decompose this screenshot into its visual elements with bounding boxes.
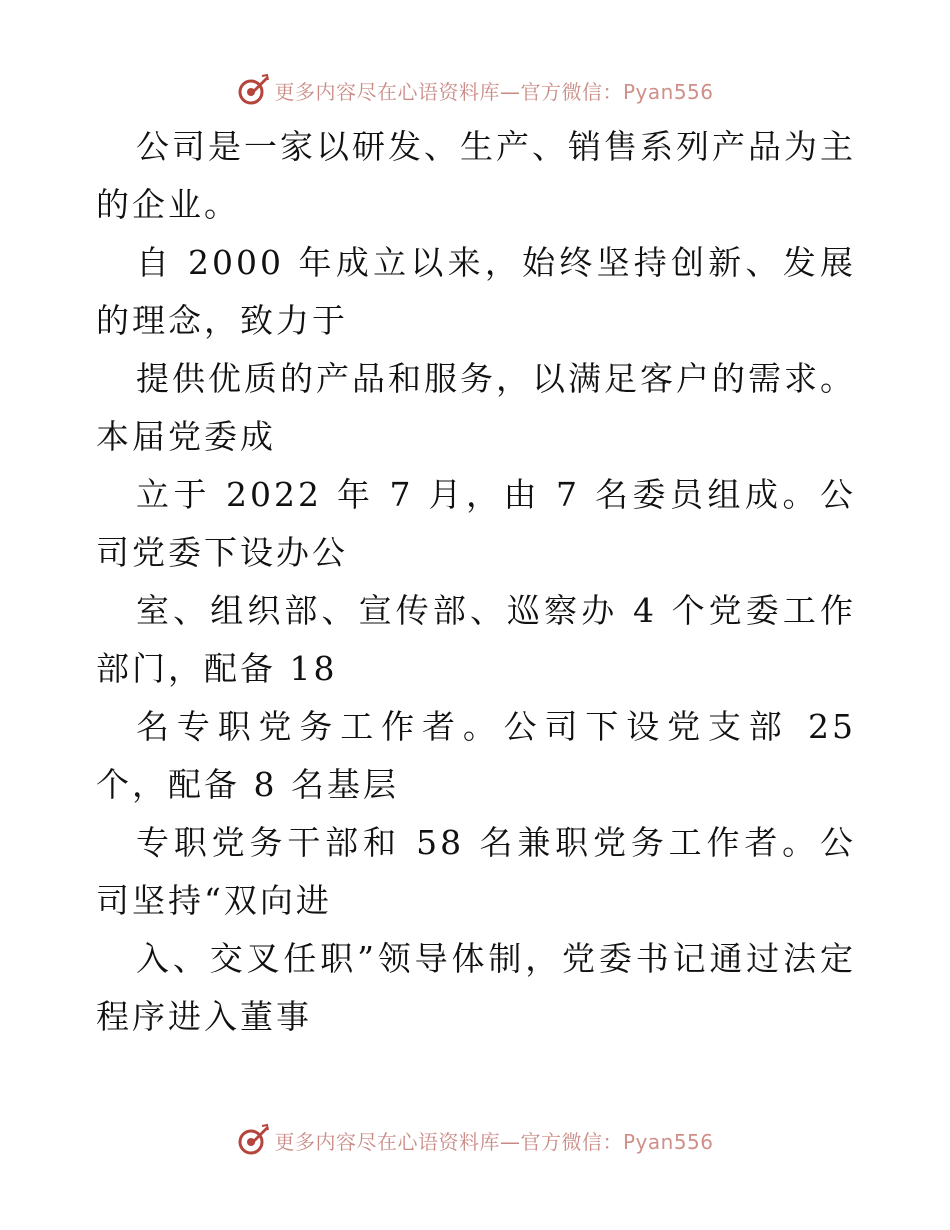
header-wechat-id: Pyan556 bbox=[622, 79, 714, 104]
header-banner-text bbox=[274, 76, 713, 105]
footer-banner-text bbox=[274, 1126, 713, 1155]
paragraph: 名专职党务工作者。公司下设党支部 25 个，配备 8 名基层 bbox=[96, 707, 856, 804]
header-wechat-label: 官方微信： bbox=[520, 79, 623, 104]
paragraph: 室、组织部、宣传部、巡察办 4 个党委工作部门，配备 18 bbox=[96, 591, 856, 688]
paragraph: 提供优质的产品和服务，以满足客户的需求。本届党委成 bbox=[96, 359, 856, 456]
footer-banner-separator: — bbox=[499, 1129, 521, 1154]
pen-logo-icon bbox=[236, 1123, 270, 1157]
header-banner-separator: — bbox=[499, 79, 521, 104]
paragraph: 入、交叉任职”领导体制，党委书记通过法定程序进入董事 bbox=[96, 939, 856, 1036]
header-banner bbox=[0, 70, 950, 110]
footer-wechat-label: 官方微信： bbox=[520, 1129, 623, 1154]
footer-banner-title: 更多内容尽在心语资料库 bbox=[274, 1129, 500, 1154]
paragraph: 专职党务干部和 58 名兼职党务工作者。公司坚持“双向进 bbox=[96, 823, 856, 920]
footer-wechat-id: Pyan556 bbox=[622, 1129, 714, 1154]
pen-logo-icon bbox=[236, 73, 270, 107]
document-body bbox=[96, 118, 856, 1046]
footer-banner bbox=[0, 1120, 950, 1160]
paragraph: 公司是一家以研发、生产、销售系列产品为主的企业。 bbox=[96, 127, 856, 224]
header-banner-title: 更多内容尽在心语资料库 bbox=[274, 79, 500, 104]
paragraph: 自 2000 年成立以来，始终坚持创新、发展的理念，致力于 bbox=[96, 243, 856, 340]
paragraph: 立于 2022 年 7 月，由 7 名委员组成。公司党委下设办公 bbox=[96, 475, 856, 572]
